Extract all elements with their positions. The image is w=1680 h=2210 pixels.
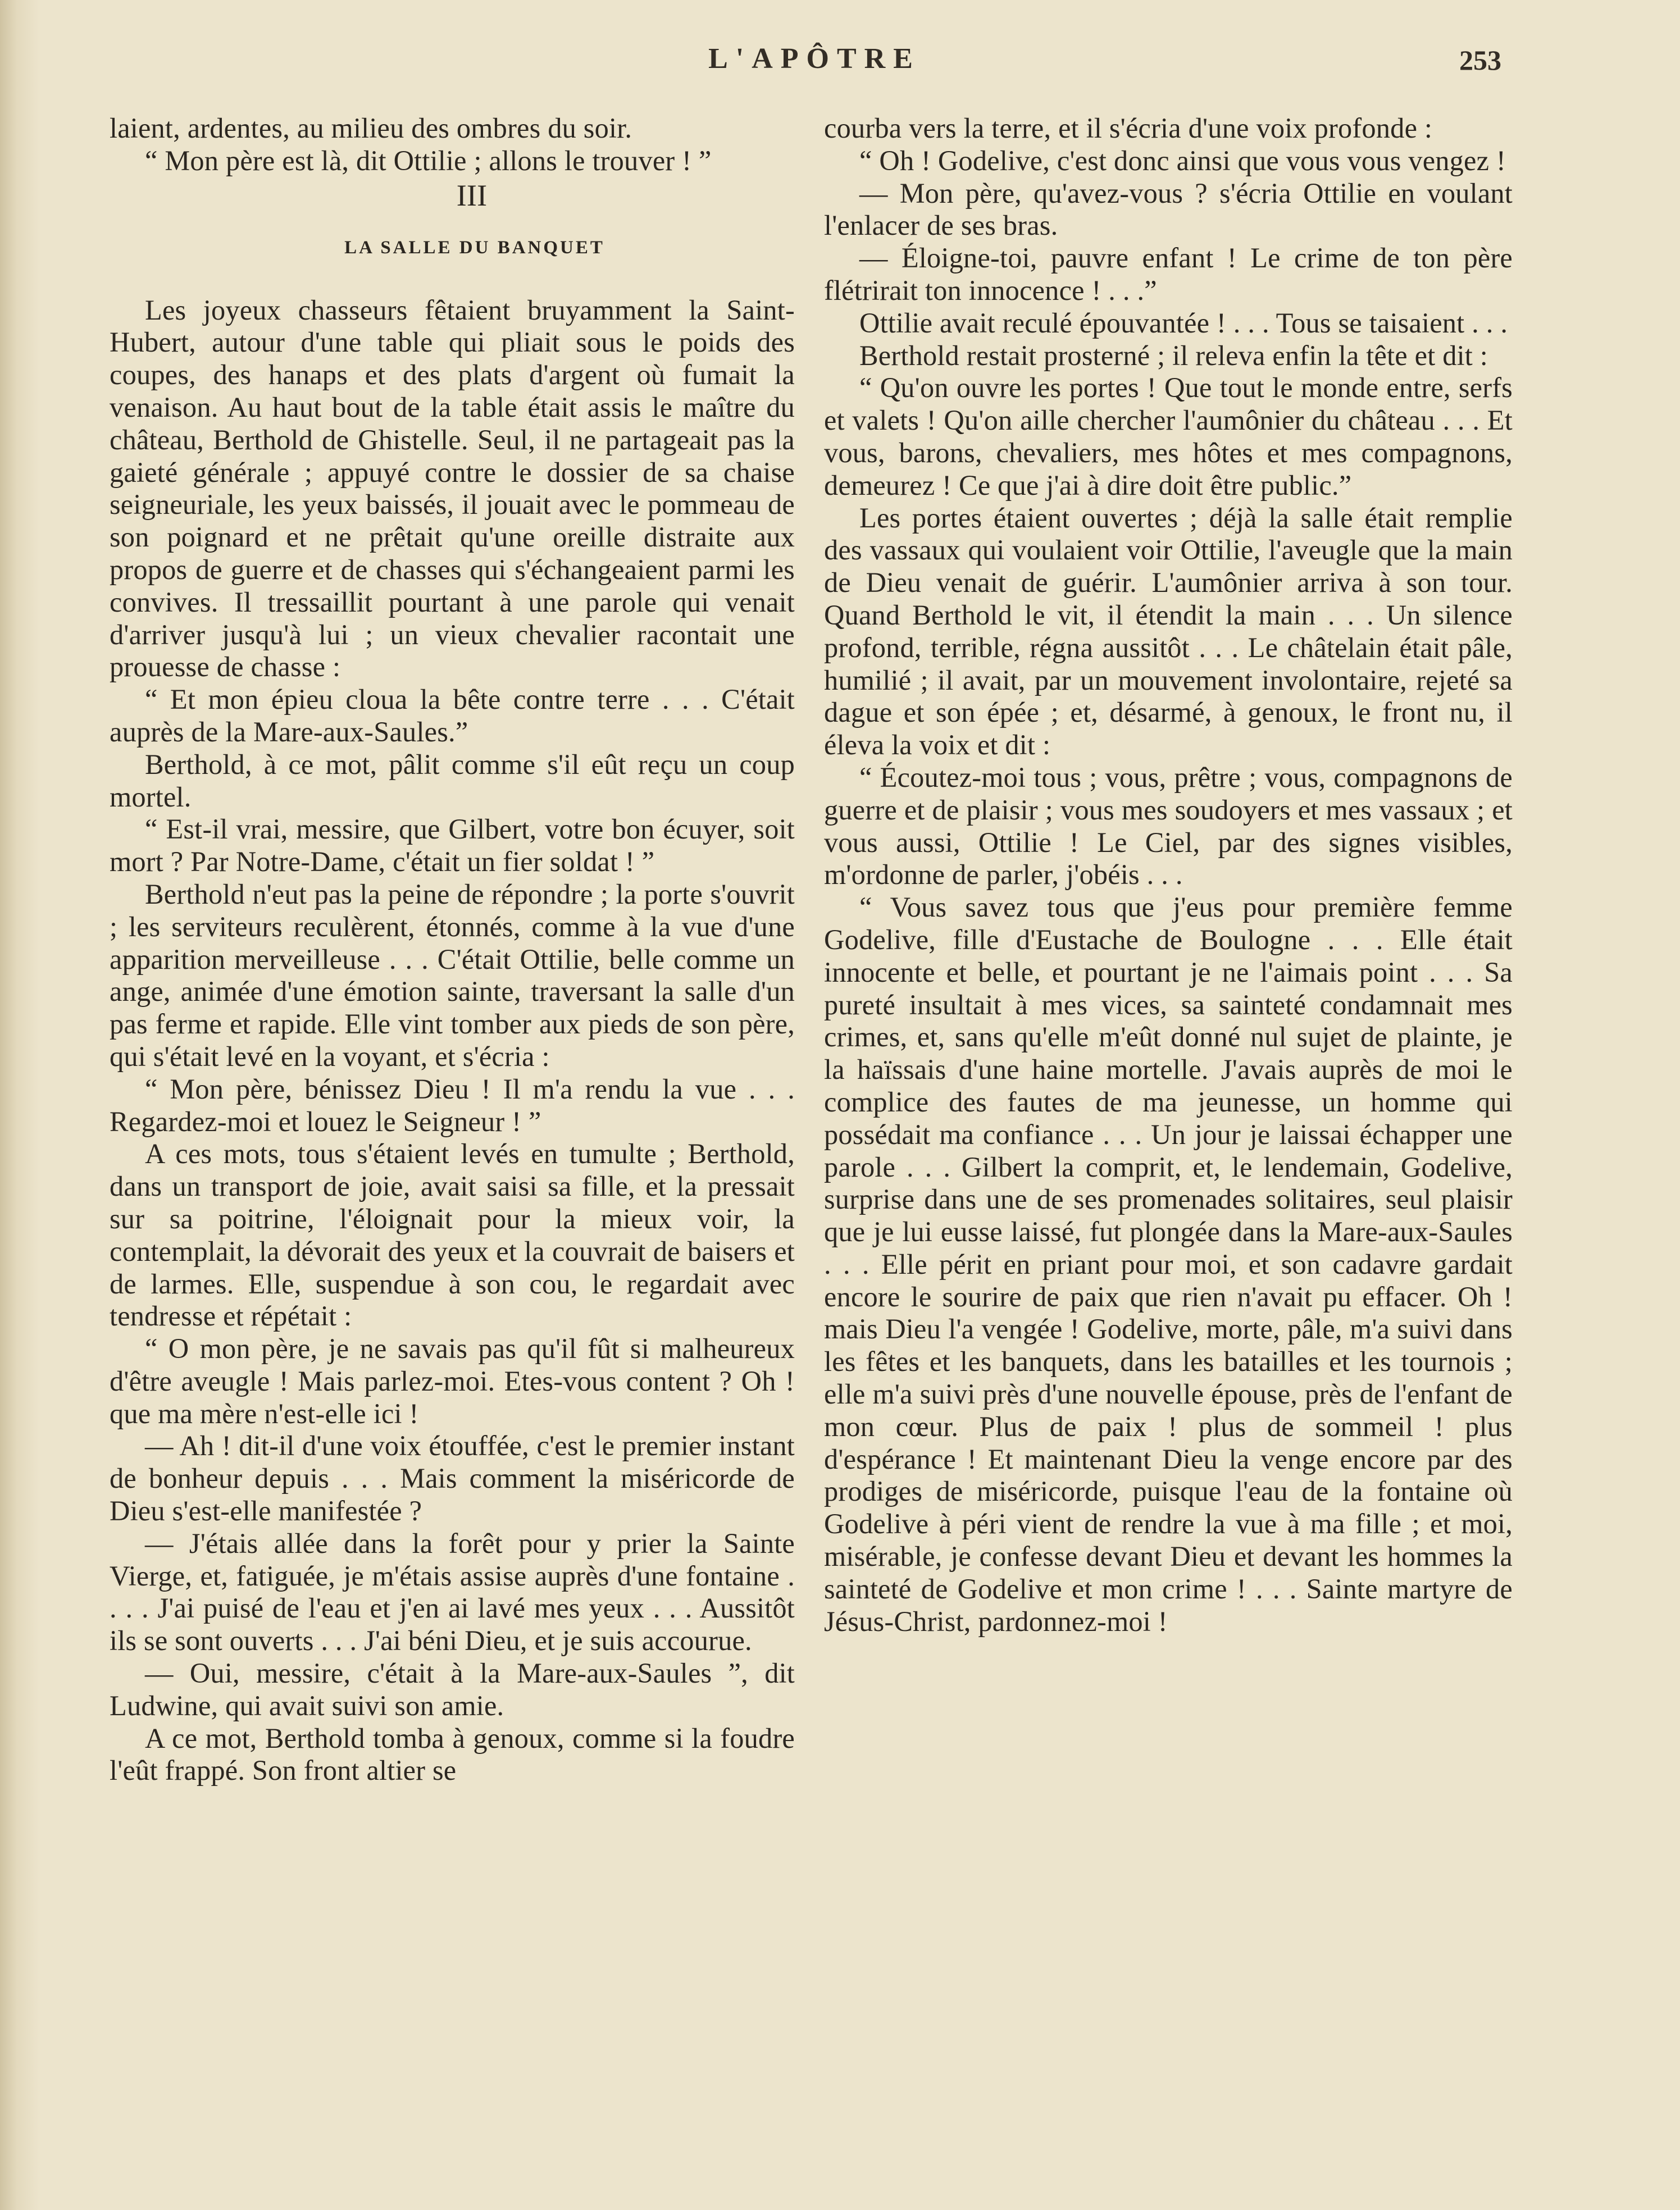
paragraph: “ O mon père, je ne savais pas qu'il fût si malheureux d'être aveugle ! Mais parlez-moi. Etes-vous content ? Oh ! que ma mère n'est-elle ici ! <box>110 1333 795 1429</box>
chapter-title: LA SALLE DU BANQUET <box>344 237 605 258</box>
paragraph: “ Mon père est là, dit Ottilie ; allons le trouver ! ” <box>145 144 712 176</box>
paragraph: — Mon père, qu'avez-vous ? s'écria Ottilie en voulant l'enlacer de ses bras. <box>824 177 1513 241</box>
paragraph: “ Écoutez-moi tous ; vous, prêtre ; vous, compagnons de guerre et de plaisir ; vous mes soudoyers et mes vassaux ; et vous aussi, Ottilie ! Le Ciel, par des signes visibles, m'ordonne de parler, j'obéis . . . <box>824 761 1513 891</box>
left-column <box>110 112 795 1787</box>
paragraph: “ Mon père, bénissez Dieu ! Il m'a rendu la vue . . . Regardez-moi et louez le Seigneur ! ” <box>110 1073 795 1137</box>
paragraph: “ Oh ! Godelive, c'est donc ainsi que vous vous vengez ! <box>859 144 1506 176</box>
paragraph: “ Vous savez tous que j'eus pour première femme Godelive, fille d'Eustache de Boulogne . . . Elle était innocente et belle, et pourtant je ne l'aimais point . . . Sa pureté insultait à mes vices, sa sainteté condamnait mes crimes, et, sans qu'elle m'eût donné nul sujet de plainte, je la haïssais d'une haine mortelle. J'avais auprès de moi le complice des fautes de ma jeunesse, un homme qui possédait ma confiance . . . Un jour je laissai échapper une parole . . . Gilbert la comprit, et, le lendemain, Godelive, surprise dans une de ses promenades solitaires, seul plaisir que je lui eusse laissé, fut plongée dans la Mare-aux-Saules . . . Elle périt en priant pour moi, et son cadavre gardait encore le sourire de paix que rien n'avait pu effacer. Oh ! mais Dieu l'a vengée ! Godelive, morte, pâle, m'a suivi dans les fêtes et les banquets, dans les batailles et les tournois ; elle m'a suivi près d'une nouvelle épouse, près de l'enfant de mon cœur. Plus de paix ! plus de sommeil ! plus d'espérance ! Et maintenant Dieu la venge encore par des prodiges de miséricorde, puisque l'eau de la fontaine où Godelive à péri vient de rendre la vue à ma fille ; et moi, misérable, je confesse devant Dieu et devant les hommes la sainteté de Godelive et mon crime ! . . . Sainte martyre de Jésus-Christ, pardonnez-moi ! <box>824 891 1513 1637</box>
paragraph: Berthold restait prosterné ; il releva enfin la tête et dit : <box>859 339 1488 371</box>
paragraph: Ottilie avait reculé épouvantée ! . . . Tous se taisaient . . . <box>859 307 1508 339</box>
paragraph: Berthold, à ce mot, pâlit comme s'il eût reçu un coup mortel. <box>110 748 795 813</box>
paragraph: courba vers la terre, et il s'écria d'une voix profonde : <box>824 112 1433 144</box>
paragraph: — J'étais allée dans la forêt pour y prier la Sainte Vierge, et, fatiguée, je m'étais assise auprès d'une fontaine . . . . J'ai puisé de l'eau et j'en ai lavé mes yeux . . . Aussitôt ils se sont ouverts . . . J'ai béni Dieu, et je suis accourue. <box>110 1527 795 1657</box>
paragraph: A ce mot, Berthold tomba à genoux, comme si la foudre l'eût frappé. Son front altier se <box>110 1722 795 1787</box>
paragraph: A ces mots, tous s'étaient levés en tumulte ; Berthold, dans un transport de joie, avait saisi sa fille, et la pressait sur sa poitrine, l'éloignait pour la mieux voir, la contemplait, la dévorait des yeux et la couvrait de baisers et de larmes. Elle, suspendue à son cou, le regardait avec tendresse et répétait : <box>110 1138 795 1332</box>
right-column <box>824 112 1513 1638</box>
paragraph: laient, ardentes, au milieu des ombres du soir. <box>110 112 632 144</box>
running-title: L'APÔTRE <box>708 43 921 75</box>
paragraph: “ Et mon épieu cloua la bête contre terre . . . C'était auprès de la Mare-aux-Saules.” <box>110 683 795 748</box>
paragraph: Berthold n'eut pas la peine de répondre ; la porte s'ouvrit ; les serviteurs reculèrent, étonnés, comme à la vue d'une apparition merveilleuse . . . C'était Ottilie, belle comme un ange, animée d'une émotion sainte, traversant la salle d'un pas ferme et rapide. Elle vint tomber aux pieds de son père, qui s'était levé en la voyant, et s'écria : <box>110 878 795 1072</box>
paragraph: Les joyeux chasseurs fêtaient bruyamment la Saint-Hubert, autour d'une table qui pliait sous le poids des coupes, des hanaps et des plats d'argent où fumait la venaison. Au haut bout de la table était assis le maître du château, Berthold de Ghistelle. Seul, il ne partageait pas la gaieté générale ; appuyé contre le dossier de sa chaise seigneuriale, les yeux baissés, il jouait avec le pommeau de son poignard et ne prêtait qu'une oreille distraite aux propos de guerre et de chasses qui s'échangeaient parmi les convives. Il tressaillit pourtant à une parole qui venait d'arriver jusqu'à lui ; un vieux chevalier racontait une prouesse de chasse : <box>110 294 795 683</box>
chapter-number: III <box>456 178 488 212</box>
paragraph: — Oui, messire, c'était à la Mare-aux-Saules ”, dit Ludwine, qui avait suivi son amie. <box>110 1657 795 1721</box>
paragraph: Les portes étaient ouvertes ; déjà la salle était remplie des vassaux qui voulaient voir Ottilie, l'aveugle que la main de Dieu venait de guérir. L'aumônier arriva à son tour. Quand Berthold le vit, il étendit la main . . . Un silence profond, terrible, régna aussitôt . . . Le châtelain était pâle, humilié ; il avait, par un mouvement involontaire, rejeté sa dague et son épée ; et, désarmé, à genoux, le front nu, il éleva la voix et dit : <box>824 502 1513 761</box>
paragraph: “ Est-il vrai, messire, que Gilbert, votre bon écuyer, soit mort ? Par Notre-Dame, c'était un fier soldat ! ” <box>110 813 795 878</box>
paragraph: “ Qu'on ouvre les portes ! Que tout le monde entre, serfs et valets ! Qu'on aille chercher l'aumônier du château . . . Et vous, barons, chevaliers, mes hôtes et mes compagnons, demeurez ! Ce que j'ai à dire doit être public.” <box>824 372 1513 501</box>
page-number: 253 <box>1459 44 1501 76</box>
paragraph: — Éloigne-toi, pauvre enfant ! Le crime de ton père flétrirait ton innocence ! . . .” <box>824 242 1513 306</box>
paragraph: — Ah ! dit-il d'une voix étouffée, c'est le premier instant de bonheur depuis . . . Mais comment la miséricorde de Dieu s'est-elle manifestée ? <box>110 1430 795 1527</box>
